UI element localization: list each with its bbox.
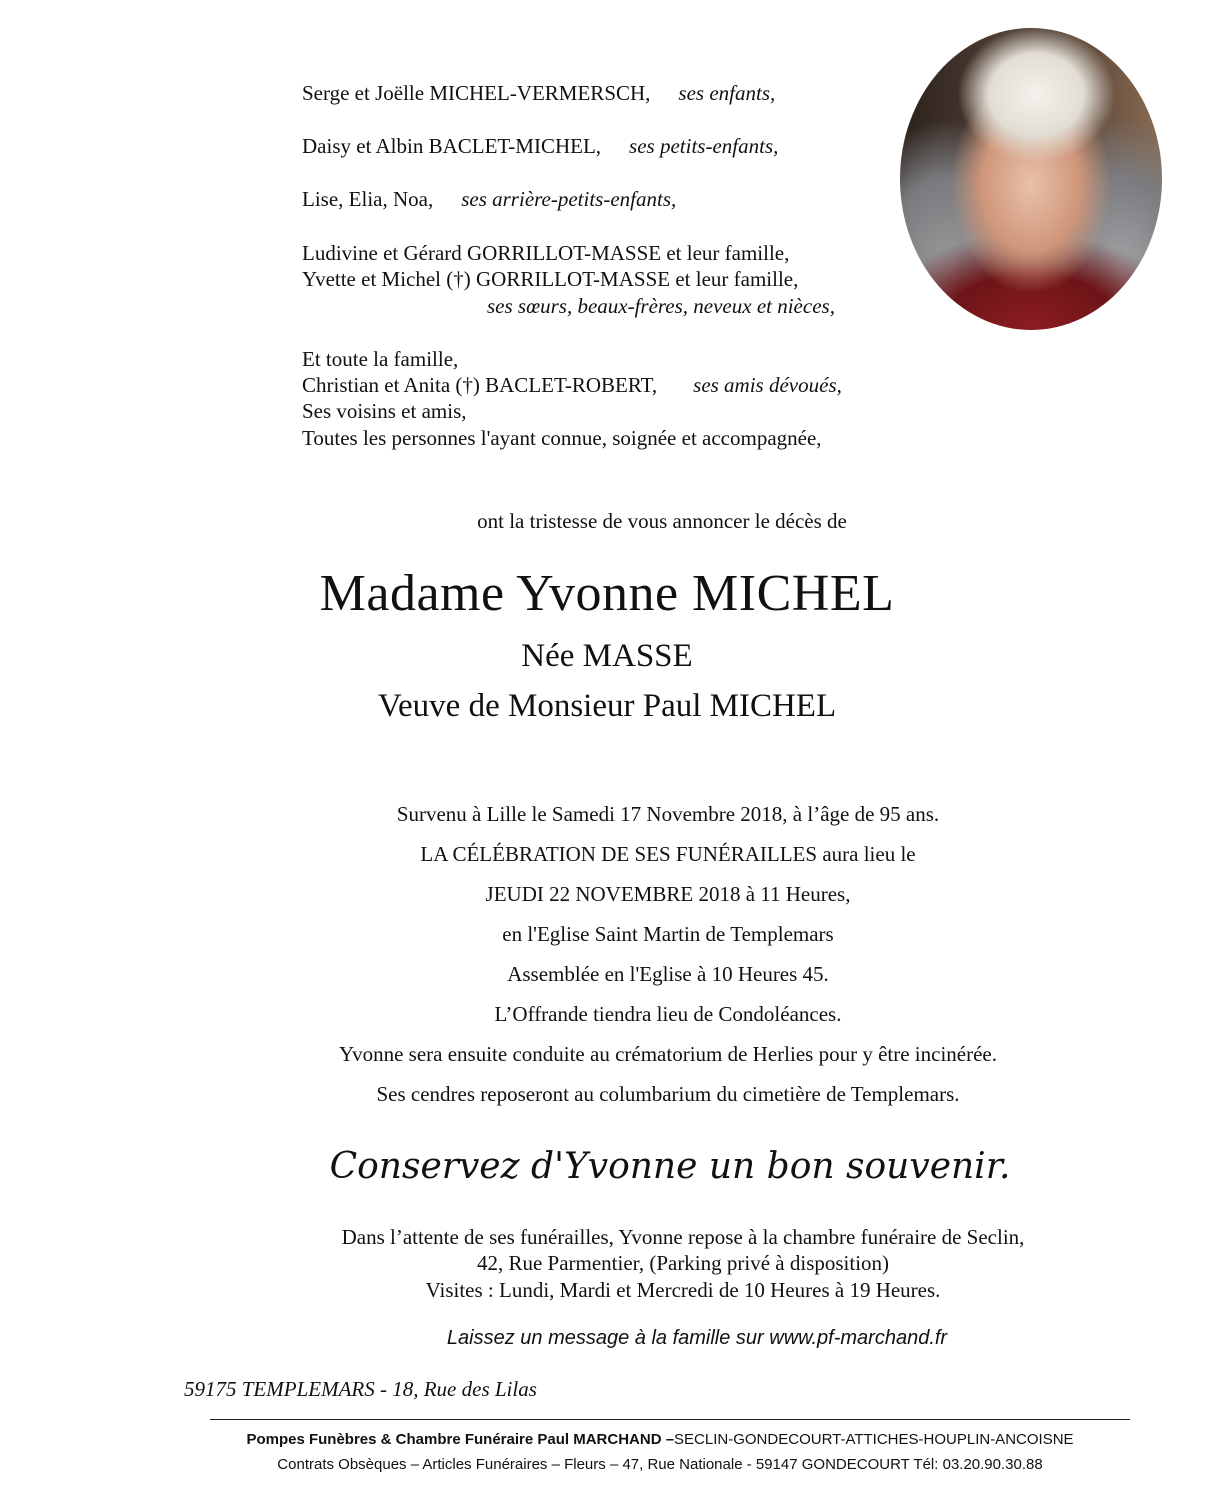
memory-text: Conservez d'Yvonne un bon souvenir.: [329, 1146, 1011, 1187]
footer-services: Contrats Obsèques – Articles Funéraires – Fleurs – 47, Rue Nationale - 59147 GONDECOURT Tél: 03.20.90.30.88: [277, 1456, 1043, 1473]
funeral-details: [0, 794, 1214, 1114]
detail-line: Assemblée en l'Eglise à 10 Heures 45.: [507, 962, 829, 986]
address-text: 59175 TEMPLEMARS - 18, Rue des Lilas: [184, 1377, 537, 1401]
detail-line: en l'Eglise Saint Martin de Templemars: [502, 922, 834, 946]
family-siblings-relation: ses sœurs, beaux-frères, neveux et nièces,: [487, 294, 835, 318]
family-children: [302, 80, 775, 106]
family-grandchildren-names: Daisy et Albin BACLET-MICHEL,: [302, 134, 602, 158]
portrait-photo: [900, 28, 1162, 330]
family-great-grandchildren-names: Lise, Elia, Noa,: [302, 187, 434, 211]
deceased-nee: Née MASSE: [521, 638, 693, 674]
family-others-line1: Et toute la famille,: [302, 347, 459, 371]
family-others-line3: Ses voisins et amis,: [302, 399, 467, 423]
family-children-relation: ses enfants,: [678, 81, 776, 105]
detail-line: JEUDI 22 NOVEMBRE 2018 à 11 Heures,: [485, 882, 851, 906]
detail-line: Ses cendres reposeront au columbarium du cimetière de Templemars.: [376, 1082, 960, 1106]
deceased-name: Madame Yvonne MICHEL: [319, 565, 895, 622]
message-link[interactable]: Laissez un message à la famille sur www.pf-marchand.fr: [446, 1327, 948, 1349]
rest-line3: Visites : Lundi, Mardi et Mercredi de 10 Heures à 19 Heures.: [425, 1278, 941, 1302]
detail-line: LA CÉLÉBRATION DE SES FUNÉRAILLES aura lieu le: [420, 842, 916, 866]
family-friends: [302, 372, 842, 398]
family-grandchildren: [302, 133, 778, 159]
footer-divider: [210, 1419, 1130, 1420]
detail-line: Survenu à Lille le Samedi 17 Novembre 2018, à l’âge de 95 ans.: [396, 802, 940, 826]
footer-company-line: [0, 1430, 1214, 1450]
family-great-grandchildren: [302, 186, 676, 212]
family-friends-relation: ses amis dévoués,: [693, 373, 842, 397]
detail-line: Yvonne sera ensuite conduite au crématorium de Herlies pour y être incinérée.: [339, 1042, 997, 1066]
family-siblings-line1: Ludivine et Gérard GORRILLOT-MASSE et leur famille,: [302, 241, 790, 265]
family-great-grandchildren-relation: ses arrière-petits-enfants,: [461, 187, 677, 211]
family-children-names: Serge et Joëlle MICHEL-VERMERSCH,: [302, 81, 651, 105]
deceased-widow: Veuve de Monsieur Paul MICHEL: [377, 688, 837, 724]
family-friends-names: Christian et Anita (†) BACLET-ROBERT,: [302, 373, 658, 397]
family-siblings-line2: Yvette et Michel (†) GORRILLOT-MASSE et leur famille,: [302, 267, 799, 291]
family-grandchildren-relation: ses petits-enfants,: [629, 134, 779, 158]
footer-company: Pompes Funèbres & Chambre Funéraire Paul MARCHAND –: [246, 1431, 675, 1448]
announce-text: ont la tristesse de vous annoncer le décès de: [477, 509, 847, 533]
family-others-line4: Toutes les personnes l'ayant connue, soignée et accompagnée,: [302, 426, 822, 450]
rest-line2: 42, Rue Parmentier, (Parking privé à disposition): [476, 1251, 890, 1275]
rest-line1: Dans l’attente de ses funérailles, Yvonne repose à la chambre funéraire de Seclin,: [341, 1225, 1025, 1249]
detail-line: L’Offrande tiendra lieu de Condoléances.: [494, 1002, 842, 1026]
footer-locations: SECLIN-GONDECOURT-ATTICHES-HOUPLIN-ANCOISNE: [674, 1431, 1074, 1448]
